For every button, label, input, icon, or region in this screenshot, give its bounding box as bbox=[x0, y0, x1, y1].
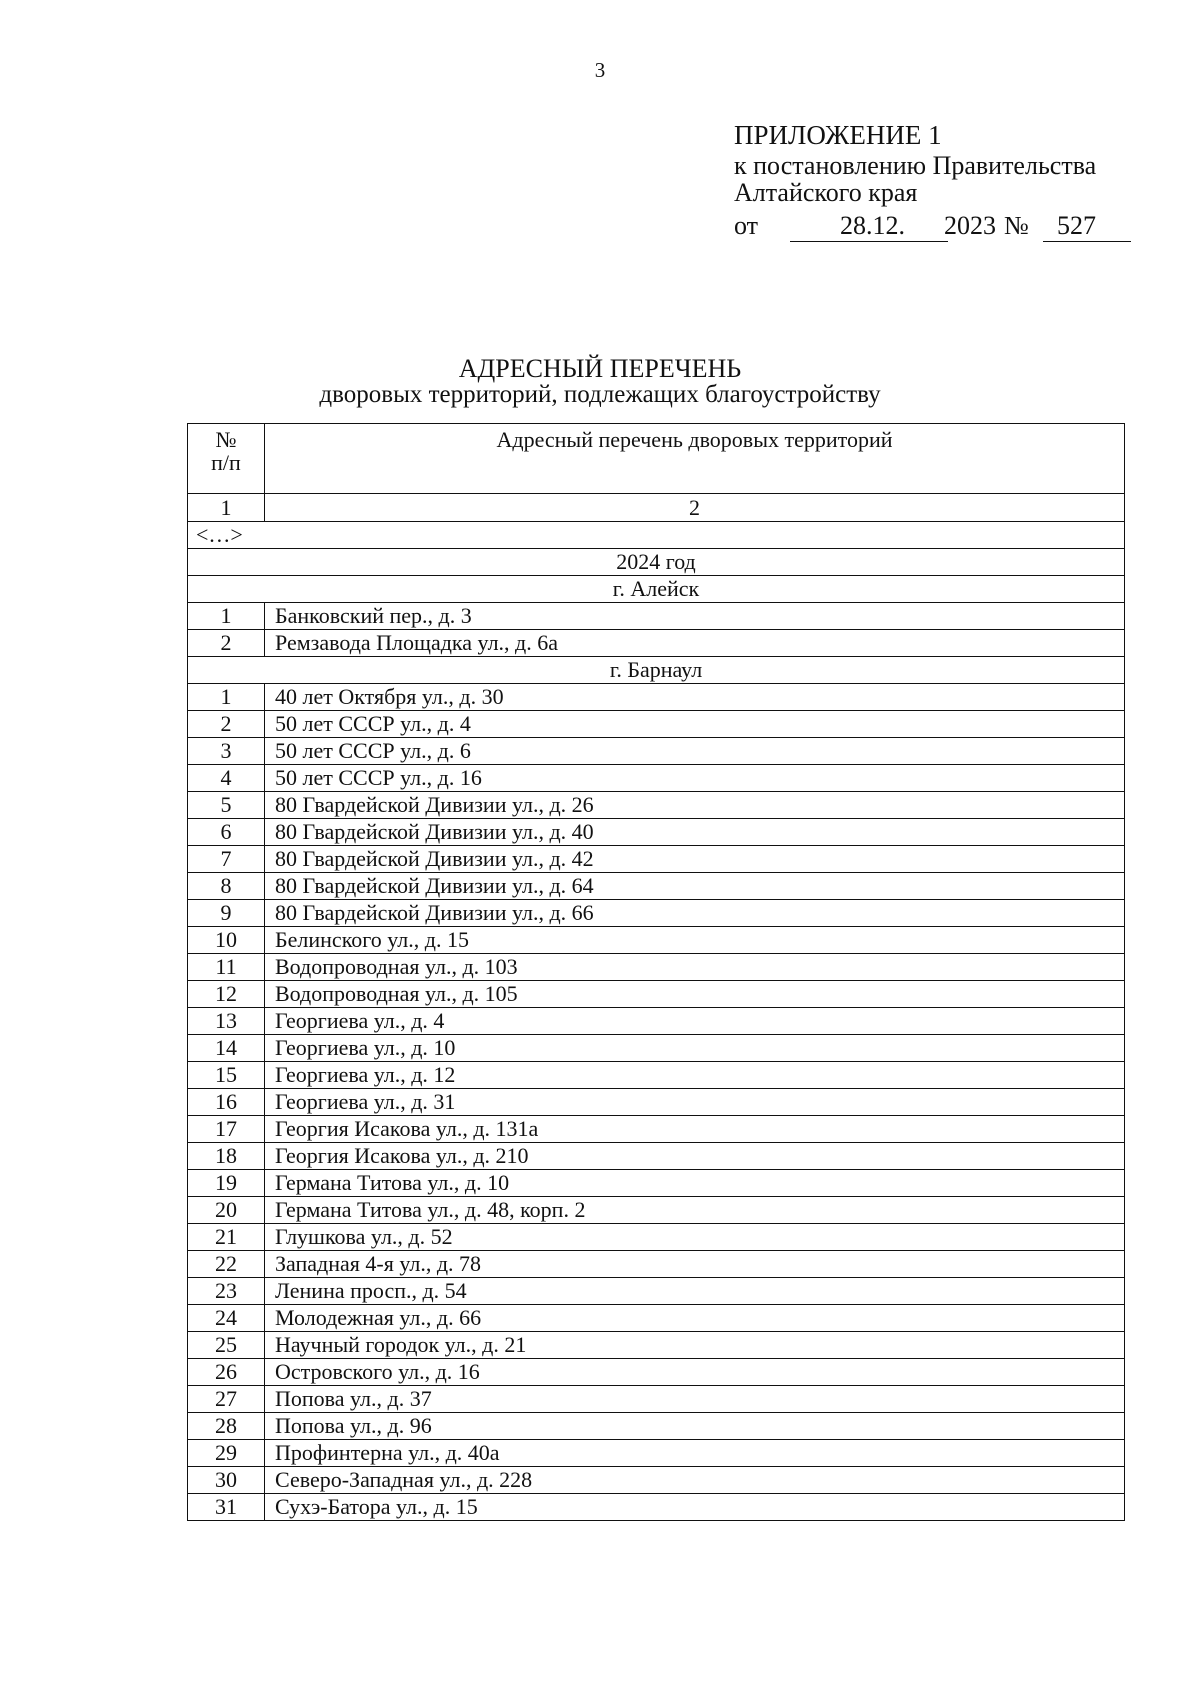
table-row bbox=[188, 1359, 1125, 1386]
header-number-cell bbox=[188, 424, 265, 494]
row-number: 27 bbox=[188, 1386, 265, 1413]
city-heading: г. Алейск bbox=[188, 576, 1125, 603]
table-row bbox=[188, 1440, 1125, 1467]
table-row bbox=[188, 1305, 1125, 1332]
column-number-1: 1 bbox=[188, 494, 265, 522]
city-heading-row bbox=[188, 657, 1125, 684]
row-number: 14 bbox=[188, 1035, 265, 1062]
table-row bbox=[188, 1089, 1125, 1116]
table-row bbox=[188, 1116, 1125, 1143]
row-address: Попова ул., д. 96 bbox=[265, 1413, 1125, 1440]
column-numbers-row bbox=[188, 494, 1125, 522]
from-label: от bbox=[734, 211, 759, 240]
row-number: 16 bbox=[188, 1089, 265, 1116]
row-address: 50 лет СССР ул., д. 6 bbox=[265, 738, 1125, 765]
row-number: 2 bbox=[188, 630, 265, 657]
document-title: АДРЕСНЫЙ ПЕРЕЧЕНЬ bbox=[458, 354, 742, 383]
table-row bbox=[188, 846, 1125, 873]
row-number: 28 bbox=[188, 1413, 265, 1440]
city-heading: г. Барнаул bbox=[188, 657, 1125, 684]
row-number: 24 bbox=[188, 1305, 265, 1332]
table-row bbox=[188, 873, 1125, 900]
table-row bbox=[188, 1143, 1125, 1170]
row-address: Островского ул., д. 16 bbox=[265, 1359, 1125, 1386]
row-address: Георгия Исакова ул., д. 131а bbox=[265, 1116, 1125, 1143]
approval-line-2: Алтайского края bbox=[734, 178, 918, 207]
row-number: 8 bbox=[188, 873, 265, 900]
row-number: 25 bbox=[188, 1332, 265, 1359]
row-address: Ленина просп., д. 54 bbox=[265, 1278, 1125, 1305]
row-number: 26 bbox=[188, 1359, 265, 1386]
row-number: 10 bbox=[188, 927, 265, 954]
row-address: Георгиева ул., д. 4 bbox=[265, 1008, 1125, 1035]
row-address: Банковский пер., д. 3 bbox=[265, 603, 1125, 630]
table-row bbox=[188, 1332, 1125, 1359]
row-address: Профинтерна ул., д. 40а bbox=[265, 1440, 1125, 1467]
table-row bbox=[188, 819, 1125, 846]
page-number: 3 bbox=[594, 58, 606, 82]
row-number: 15 bbox=[188, 1062, 265, 1089]
row-number: 9 bbox=[188, 900, 265, 927]
table-row bbox=[188, 1008, 1125, 1035]
row-address: Белинского ул., д. 15 bbox=[265, 927, 1125, 954]
column-number-2: 2 bbox=[265, 494, 1125, 522]
row-number: 6 bbox=[188, 819, 265, 846]
approval-line-1: к постановлению Правительства bbox=[734, 151, 1097, 180]
row-address: Георгия Исакова ул., д. 210 bbox=[265, 1143, 1125, 1170]
row-address: 80 Гвардейской Дивизии ул., д. 40 bbox=[265, 819, 1125, 846]
row-address: Ремзавода Площадка ул., д. 6а bbox=[265, 630, 1125, 657]
row-number: 12 bbox=[188, 981, 265, 1008]
table-row bbox=[188, 1035, 1125, 1062]
row-address: Научный городок ул., д. 21 bbox=[265, 1332, 1125, 1359]
row-address: 80 Гвардейской Дивизии ул., д. 26 bbox=[265, 792, 1125, 819]
approval-year: 2023 bbox=[944, 211, 996, 240]
table-row bbox=[188, 1197, 1125, 1224]
table-row bbox=[188, 684, 1125, 711]
table-row bbox=[188, 1224, 1125, 1251]
row-number: 13 bbox=[188, 1008, 265, 1035]
row-number: 7 bbox=[188, 846, 265, 873]
row-number: 1 bbox=[188, 603, 265, 630]
row-number: 21 bbox=[188, 1224, 265, 1251]
table-row bbox=[188, 1251, 1125, 1278]
approval-date-line bbox=[734, 208, 1154, 246]
row-address: 80 Гвардейской Дивизии ул., д. 66 bbox=[265, 900, 1125, 927]
table-row bbox=[188, 603, 1125, 630]
row-address: Глушкова ул., д. 52 bbox=[265, 1224, 1125, 1251]
header-number-abbr: п/п bbox=[211, 450, 241, 475]
row-address: Водопроводная ул., д. 105 bbox=[265, 981, 1125, 1008]
row-address: Северо-Западная ул., д. 228 bbox=[265, 1467, 1125, 1494]
row-address: Георгиева ул., д. 10 bbox=[265, 1035, 1125, 1062]
row-address: 80 Гвардейской Дивизии ул., д. 42 bbox=[265, 846, 1125, 873]
table-row bbox=[188, 900, 1125, 927]
approval-block bbox=[734, 118, 1154, 246]
row-number: 17 bbox=[188, 1116, 265, 1143]
header-number-sign: № bbox=[215, 427, 237, 452]
row-address: Водопроводная ул., д. 103 bbox=[265, 954, 1125, 981]
row-number: 22 bbox=[188, 1251, 265, 1278]
row-number: 5 bbox=[188, 792, 265, 819]
row-address: Георгиева ул., д. 12 bbox=[265, 1062, 1125, 1089]
table-row bbox=[188, 1278, 1125, 1305]
table-row bbox=[188, 1467, 1125, 1494]
approval-number: 527 bbox=[1057, 211, 1096, 240]
row-number: 18 bbox=[188, 1143, 265, 1170]
table-row bbox=[188, 738, 1125, 765]
date-underline bbox=[790, 241, 948, 242]
number-sign: № bbox=[1004, 211, 1029, 240]
year-heading: 2024 год bbox=[188, 549, 1125, 576]
table-row bbox=[188, 981, 1125, 1008]
row-number: 29 bbox=[188, 1440, 265, 1467]
omission-note: <…> bbox=[188, 522, 1125, 549]
row-number: 11 bbox=[188, 954, 265, 981]
table-row bbox=[188, 711, 1125, 738]
city-heading-row bbox=[188, 576, 1125, 603]
table-row bbox=[188, 630, 1125, 657]
year-heading-row bbox=[188, 549, 1125, 576]
row-address: Попова ул., д. 37 bbox=[265, 1386, 1125, 1413]
table-row bbox=[188, 927, 1125, 954]
table-header-row bbox=[188, 424, 1125, 494]
table-row bbox=[188, 765, 1125, 792]
row-address: Георгиева ул., д. 31 bbox=[265, 1089, 1125, 1116]
row-number: 2 bbox=[188, 711, 265, 738]
row-address: 40 лет Октября ул., д. 30 bbox=[265, 684, 1125, 711]
row-number: 30 bbox=[188, 1467, 265, 1494]
row-number: 31 bbox=[188, 1494, 265, 1521]
row-number: 23 bbox=[188, 1278, 265, 1305]
row-address: Молодежная ул., д. 66 bbox=[265, 1305, 1125, 1332]
appendix-title: ПРИЛОЖЕНИЕ 1 bbox=[734, 120, 942, 150]
omission-row bbox=[188, 522, 1125, 549]
table-row bbox=[188, 954, 1125, 981]
row-number: 4 bbox=[188, 765, 265, 792]
approval-date: 28.12. bbox=[840, 211, 905, 240]
address-table bbox=[187, 423, 1125, 1521]
row-address: 50 лет СССР ул., д. 16 bbox=[265, 765, 1125, 792]
row-address: Германа Титова ул., д. 10 bbox=[265, 1170, 1125, 1197]
table-row bbox=[188, 1494, 1125, 1521]
row-number: 19 bbox=[188, 1170, 265, 1197]
row-number: 20 bbox=[188, 1197, 265, 1224]
table-row bbox=[188, 792, 1125, 819]
row-number: 3 bbox=[188, 738, 265, 765]
row-address: Германа Титова ул., д. 48, корп. 2 bbox=[265, 1197, 1125, 1224]
table-row bbox=[188, 1386, 1125, 1413]
table-row bbox=[188, 1062, 1125, 1089]
document-subtitle: дворовых территорий, подлежащих благоустройству bbox=[319, 381, 881, 408]
row-address: 50 лет СССР ул., д. 4 bbox=[265, 711, 1125, 738]
row-address: Сухэ-Батора ул., д. 15 bbox=[265, 1494, 1125, 1521]
row-address: Западная 4-я ул., д. 78 bbox=[265, 1251, 1125, 1278]
header-address-cell: Адресный перечень дворовых территорий bbox=[265, 424, 1125, 494]
number-underline bbox=[1043, 241, 1131, 242]
table-row bbox=[188, 1413, 1125, 1440]
row-number: 1 bbox=[188, 684, 265, 711]
row-address: 80 Гвардейской Дивизии ул., д. 64 bbox=[265, 873, 1125, 900]
table-row bbox=[188, 1170, 1125, 1197]
